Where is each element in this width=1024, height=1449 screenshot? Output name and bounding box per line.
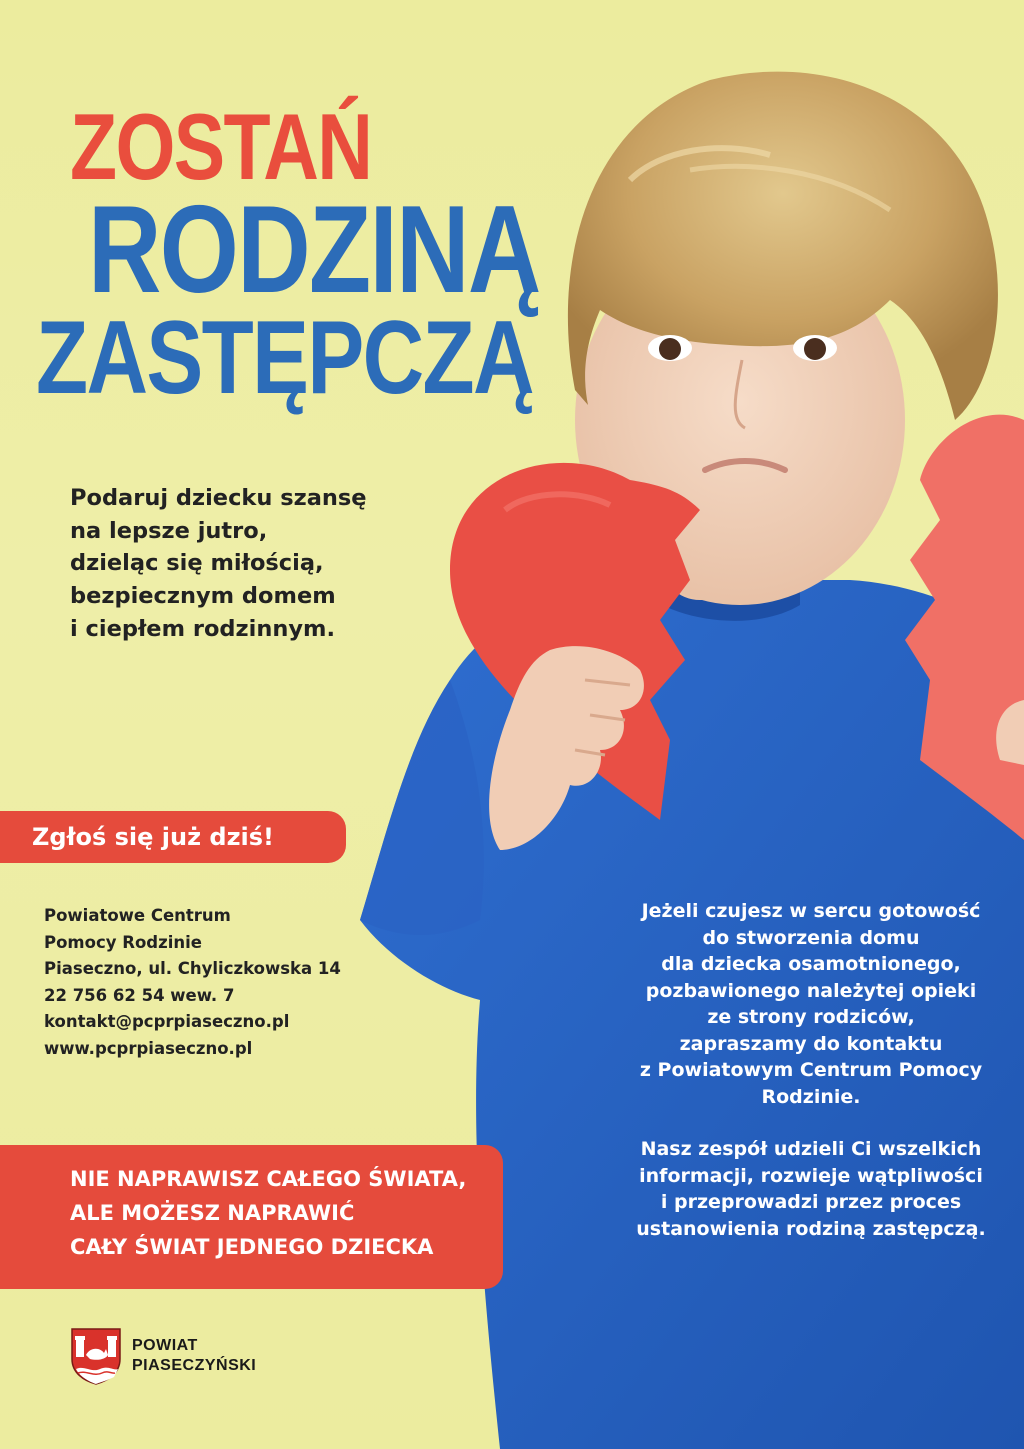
team-line: informacji, rozwieje wątpliwości [639, 1164, 983, 1187]
contact-website: www.pcprpiaseczno.pl [44, 1038, 253, 1058]
invitation-line: z Powiatowym Centrum Pomocy [639, 1059, 983, 1081]
intro-line: Podaruj dziecku szansę [70, 485, 367, 511]
invitation-line: ze strony rodziców, [707, 1006, 915, 1028]
headline-line-2: RODZINĄ [88, 181, 540, 319]
intro-line: i ciepłem rodzinnym. [70, 615, 336, 642]
contact-address: Piaseczno, ul. Chyliczkowska 14 [44, 959, 341, 978]
intro-line: bezpiecznym domem [70, 582, 336, 609]
team-line: i przeprowadzi przez proces [660, 1191, 962, 1213]
cta-badge: Zgłoś się już dziś! [0, 811, 346, 863]
contact-email: kontakt@pcprpiaseczno.pl [44, 1012, 290, 1031]
intro-line: na lepsze jutro, [70, 517, 268, 544]
headline-line-3: ZASTĘPCZĄ [36, 300, 533, 416]
contact-phone: 22 756 62 54 wew. 7 [44, 985, 235, 1005]
contact-org-line-2: Pomocy Rodzinie [44, 932, 202, 952]
logo-line-1: POWIAT [132, 1337, 198, 1354]
logo-line-2: PIASECZYŃSKI [132, 1357, 257, 1374]
headline-line-1: ZOSTAŃ [70, 94, 372, 199]
coat-of-arms-icon [70, 1327, 122, 1385]
team-line: ustanowienia rodziną zastępczą. [636, 1217, 986, 1240]
slogan-line: NIE NAPRAWISZ CAŁEGO ŚWIATA, [70, 1167, 467, 1191]
slogan-line: ALE MOŻESZ NAPRAWIĆ [70, 1201, 355, 1225]
contact-org-line-1: Powiatowe Centrum [44, 906, 231, 925]
slogan-line: CAŁY ŚWIAT JEDNEGO DZIECKA [70, 1235, 434, 1259]
invitation-line: Jeżeli czujesz w sercu gotowość [641, 900, 981, 922]
intro-line: dzieląc się miłością, [70, 550, 324, 577]
contact-block [44, 903, 341, 1062]
powiat-logo [70, 1327, 256, 1385]
team-line: Nasz zespół udzieli Ci wszelkich [640, 1138, 982, 1160]
invitation-line: do stworzenia domu [702, 926, 920, 949]
slogan-box [0, 1145, 503, 1289]
invitation-line: zapraszamy do kontaktu [679, 1032, 943, 1055]
invitation-text [604, 898, 1018, 1242]
headline [36, 94, 642, 416]
intro-paragraph [70, 482, 450, 645]
invitation-line: Rodzinie. [761, 1085, 861, 1108]
invitation-line: pozbawionego należytej opieki [645, 979, 977, 1002]
logo-text [132, 1336, 256, 1376]
paragraph-gap [604, 1110, 1018, 1136]
invitation-line: dla dziecka osamotnionego, [661, 953, 961, 975]
